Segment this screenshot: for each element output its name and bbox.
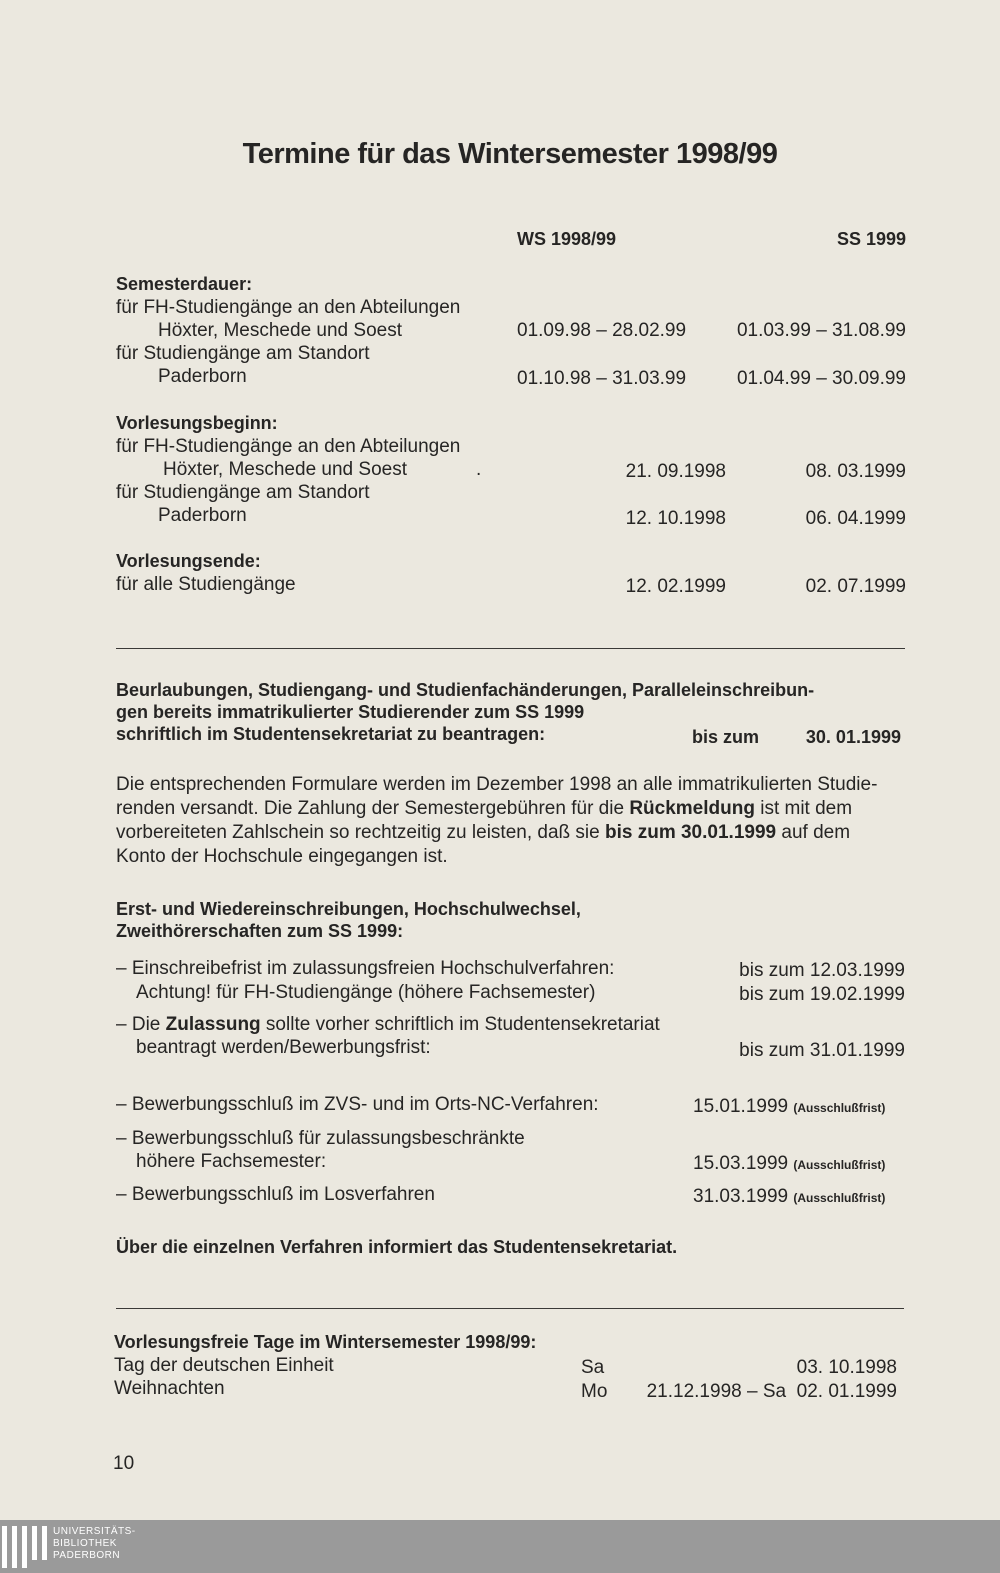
einschreibung-date: 15.01.1999 (Ausschlußfrist) [693,1096,886,1117]
vorlesungsbeginn-heading: Vorlesungsbeginn: [116,413,278,433]
divider [116,1308,904,1309]
vorlesungsende-ws-date: 12. 02.1999 [625,576,726,597]
einschreibung-item: – Bewerbungsschluß für zulassungsbeschränkte [116,1128,525,1149]
semesterdauer-line: Höxter, Meschede und Soest [158,320,402,341]
einschreibung-item: Achtung! für FH-Studiengänge (höhere Fachsemester) [136,982,596,1003]
formulare-line: Konto der Hochschule eingegangen ist. [116,846,448,867]
vorlesungsfrei-date: 03. 10.1998 [796,1357,897,1378]
semesterdauer-heading: Semesterdauer: [116,274,253,294]
einschreibung-date: 15.03.1999 (Ausschlußfrist) [693,1153,886,1174]
beurlaubungen-date: 30. 01.1999 [805,727,901,747]
divider [116,648,905,649]
beurlaubungen-line: gen bereits immatrikulierter Studierender zum SS 1999 [116,702,585,722]
semesterdauer-ss-date: 01.04.99 – 30.09.99 [736,368,906,389]
library-footer [0,1520,1000,1573]
vorlesungsbeginn-line: für FH-Studiengänge an den Abteilungen [116,436,461,457]
semesterdauer-ws-date: 01.09.98 – 28.02.99 [517,320,687,341]
einschreibung-item: – Die Zulassung sollte vorher schriftlich im Studentensekretariat [116,1014,660,1035]
einschreibung-item: höhere Fachsemester: [136,1151,327,1172]
einschreibung-item: beantragt werden/Bewerbungsfrist: [136,1037,431,1058]
semesterdauer-ss-date: 01.03.99 – 31.08.99 [736,320,906,341]
beurlaubungen-line: Beurlaubungen, Studiengang- und Studienfachänderungen, Paralleleinschreibun- [116,680,815,700]
vorlesungsende-line: für alle Studiengänge [116,574,296,595]
dot-mark: . [476,459,482,480]
vorlesungsbeginn-line: Paderborn [158,505,247,526]
formulare-line: Die entsprechenden Formulare werden im Dezember 1998 an alle immatrikulierten Studie- [116,774,878,795]
vorlesungsfrei-day: Sa [581,1357,605,1378]
vorlesungsbeginn-ss-date: 08. 03.1999 [805,461,906,482]
einschreibung-heading: Zweithörerschaften zum SS 1999: [116,921,404,941]
vorlesungsbeginn-ws-date: 12. 10.1998 [625,508,726,529]
vorlesungsende-ss-date: 02. 07.1999 [805,576,906,597]
semesterdauer-line: Paderborn [158,366,247,387]
semesterdauer-line: für FH-Studiengänge an den Abteilungen [116,297,461,318]
semesterdauer-line: für Studiengänge am Standort [116,343,370,364]
vorlesungsbeginn-line: für Studiengänge am Standort [116,482,370,503]
einschreibung-date: bis zum 31.01.1999 [739,1040,905,1061]
einschreibung-item: – Bewerbungsschluß im Losverfahren [116,1184,435,1205]
vorlesungsfrei-label: Tag der deutschen Einheit [114,1355,334,1376]
vorlesungsbeginn-line: Höxter, Meschede und Soest [163,459,407,480]
vorlesungsende-heading: Vorlesungsende: [116,551,261,571]
einschreibung-date: 31.03.1999 (Ausschlußfrist) [693,1186,886,1207]
vorlesungsfrei-date: 21.12.1998 – Sa 02. 01.1999 [646,1381,897,1402]
einschreibung-info: Über die einzelnen Verfahren informiert das Studentensekretariat. [116,1237,678,1257]
vorlesungsbeginn-ss-date: 06. 04.1999 [805,508,906,529]
library-logo-icon [2,1526,50,1568]
vorlesungsfrei-day: Mo [581,1381,608,1402]
einschreibung-date: bis zum 12.03.1999 [739,960,905,981]
beurlaubungen-bis: bis zum [692,727,760,747]
page-title: Termine für das Wintersemester 1998/99 [242,138,778,170]
einschreibung-date: bis zum 19.02.1999 [739,984,905,1005]
semesterdauer-ws-date: 01.10.98 – 31.03.99 [517,368,687,389]
vorlesungsfrei-label: Weihnachten [114,1378,225,1399]
einschreibung-item: – Bewerbungsschluß im ZVS- und im Orts-NC-Verfahren: [116,1094,599,1115]
einschreibung-heading: Erst- und Wiedereinschreibungen, Hochschulwechsel, [116,899,581,919]
einschreibung-item: – Einschreibefrist im zulassungsfreien Hochschulverfahren: [116,958,615,979]
column-header-ws: WS 1998/99 [517,229,617,249]
vorlesungsbeginn-ws-date: 21. 09.1998 [625,461,726,482]
formulare-line: renden versandt. Die Zahlung der Semestergebühren für die Rückmeldung ist mit dem [116,798,853,819]
formulare-line: vorbereiteten Zahlschein so rechtzeitig zu leisten, daß sie bis zum 30.01.1999 auf dem [116,822,851,843]
library-name: UNIVERSITÄTS- BIBLIOTHEK PADERBORN [53,1526,136,1561]
beurlaubungen-line: schriftlich im Studentensekretariat zu beantragen: [116,724,546,744]
vorlesungsfrei-heading: Vorlesungsfreie Tage im Wintersemester 1998/99: [114,1332,537,1352]
page-number: 10 [113,1453,135,1474]
column-header-ss: SS 1999 [836,229,906,249]
